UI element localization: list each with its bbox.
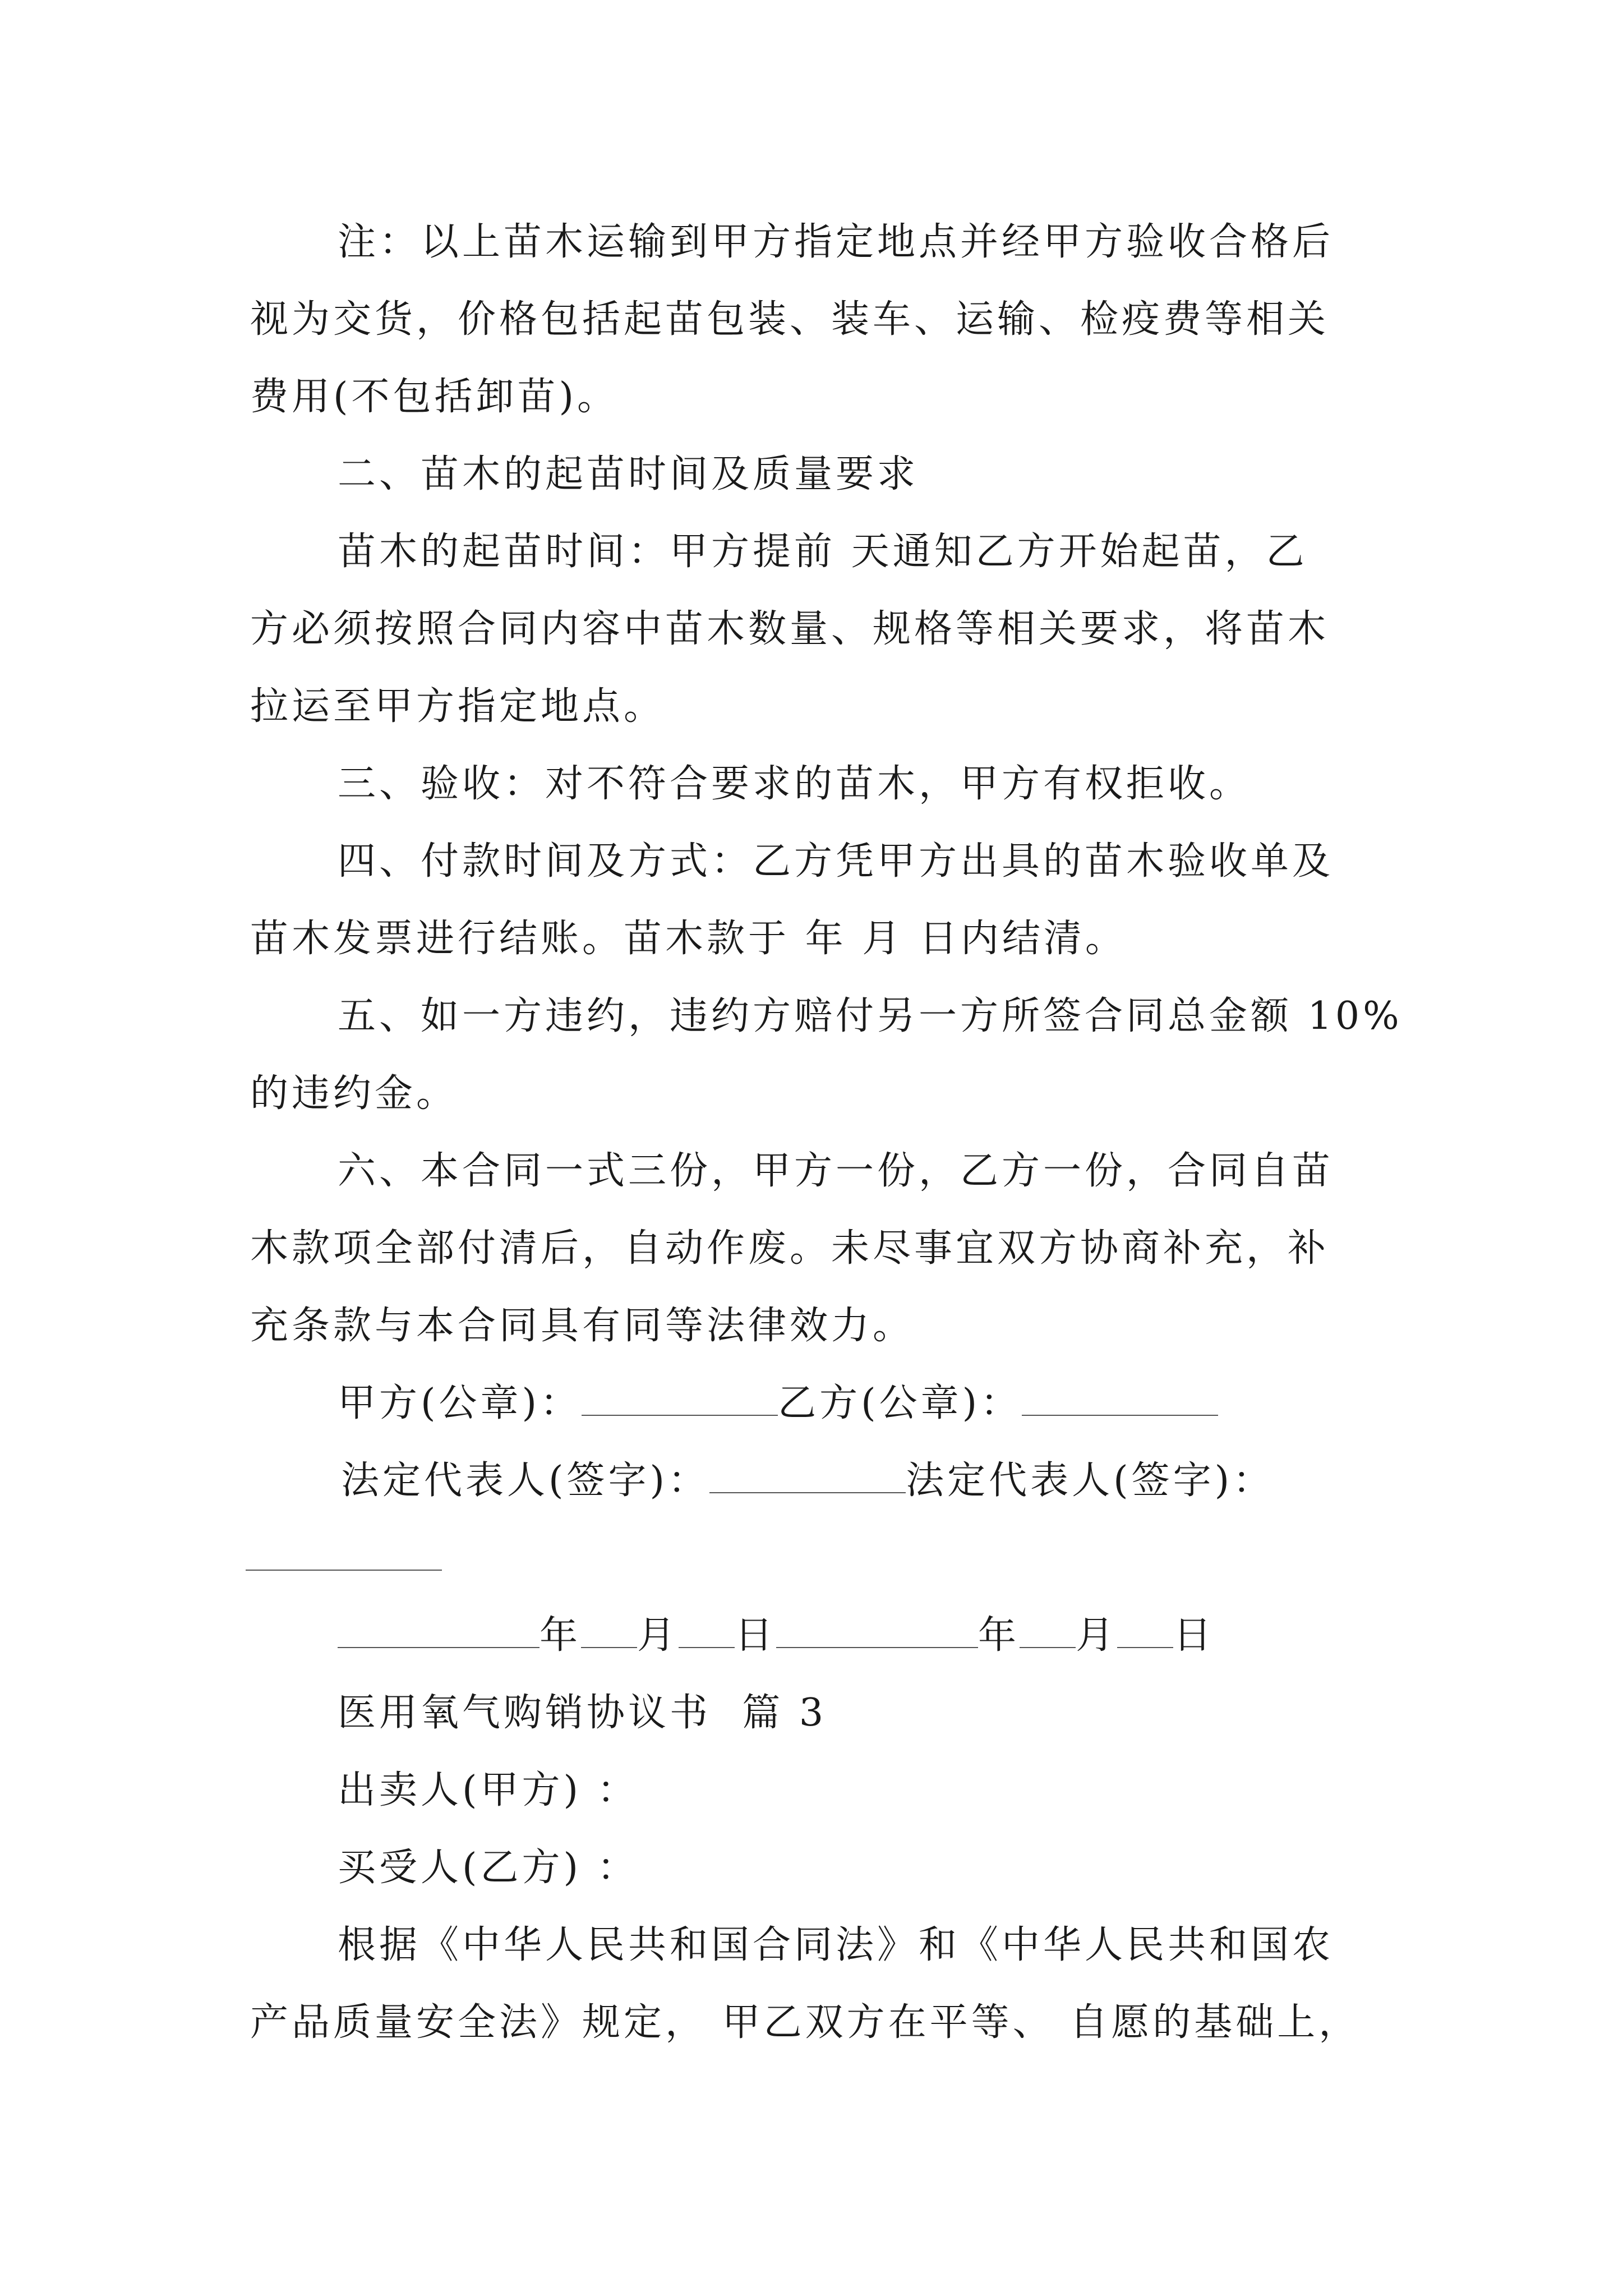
- section-2-line-2: 方必须按照合同内容中苗木数量、规格等相关要求，将苗木: [250, 607, 1330, 651]
- party-b-seal-blank: [1022, 1407, 1218, 1416]
- section-3-acceptance: 三、验收：对不符合要求的苗木，甲方有权拒收。: [338, 762, 1251, 806]
- party-a-seal-label: 甲方(公章)：: [338, 1381, 582, 1425]
- section-4-line-1: 四、付款时间及方式：乙方凭甲方出具的苗木验收单及: [338, 839, 1334, 884]
- rep-b-label: 法定代表人(签字)：: [906, 1458, 1275, 1503]
- intro-line-1: 根据《中华人民共和国合同法》和《中华人民共和国农: [338, 1923, 1334, 1967]
- month-a-label: 月: [637, 1613, 679, 1658]
- seal-row: [338, 1381, 1218, 1426]
- section-6-line-1: 六、本合同一式三份，甲方一份，乙方一份，合同自苗: [338, 1149, 1334, 1193]
- day-b-label: 日: [1173, 1613, 1215, 1658]
- section-6-line-3: 充条款与本合同具有同等法律效力。: [250, 1304, 915, 1348]
- date-row: [338, 1613, 1215, 1658]
- section-5-line-2: 的违约金。: [250, 1071, 458, 1116]
- party-a-seal-blank: [582, 1407, 778, 1416]
- representative-row: [341, 1458, 1274, 1503]
- section-2-line-3: 拉运至甲方指定地点。: [250, 684, 666, 729]
- section-3-title: 医用氧气购销协议书 篇 3: [338, 1691, 827, 1735]
- year-b-blank: [776, 1639, 978, 1648]
- section-2-line-1: 苗木的起苗时间：甲方提前 天通知乙方开始起苗，乙: [338, 530, 1308, 574]
- rep-a-blank: [709, 1484, 906, 1493]
- party-b-seal-label: 乙方(公章)：: [778, 1381, 1022, 1425]
- rep-a-label: 法定代表人(签字)：: [341, 1458, 710, 1503]
- section-2-title: 二、苗木的起苗时间及质量要求: [338, 452, 919, 496]
- section-6-line-2: 木款项全部付清后，自动作废。未尽事宜双方协商补充，补: [250, 1226, 1330, 1271]
- intro-line-2: 产品质量安全法》规定， 甲乙双方在平等、 自愿的基础上，: [250, 2000, 1361, 2045]
- day-a-blank: [679, 1639, 735, 1648]
- section-4-line-2: 苗木发票进行结账。苗木款于 年 月 日内结清。: [250, 917, 1127, 961]
- note-line-3: 费用(不包括卸苗)。: [250, 375, 619, 419]
- month-a-blank: [581, 1639, 637, 1648]
- rep-b-blank: [246, 1562, 442, 1571]
- year-a-label: 年: [540, 1613, 582, 1658]
- note-line-2: 视为交货，价格包括起苗包装、装车、运输、检疫费等相关: [250, 297, 1330, 342]
- section-5-line-1: 五、如一方违约，违约方赔付另一方所签合同总金额 10%: [338, 994, 1403, 1038]
- month-b-label: 月: [1076, 1613, 1118, 1658]
- year-a-blank: [338, 1639, 540, 1648]
- day-b-blank: [1117, 1639, 1173, 1648]
- day-a-label: 日: [735, 1613, 777, 1658]
- seller-line: 出卖人(甲方) ：: [338, 1768, 639, 1812]
- year-b-label: 年: [978, 1613, 1020, 1658]
- month-b-blank: [1020, 1639, 1076, 1648]
- rep-b-blank-row: [246, 1536, 442, 1581]
- buyer-line: 买受人(乙方) ：: [338, 1846, 639, 1890]
- note-line-1: 注：以上苗木运输到甲方指定地点并经甲方验收合格后: [338, 220, 1334, 264]
